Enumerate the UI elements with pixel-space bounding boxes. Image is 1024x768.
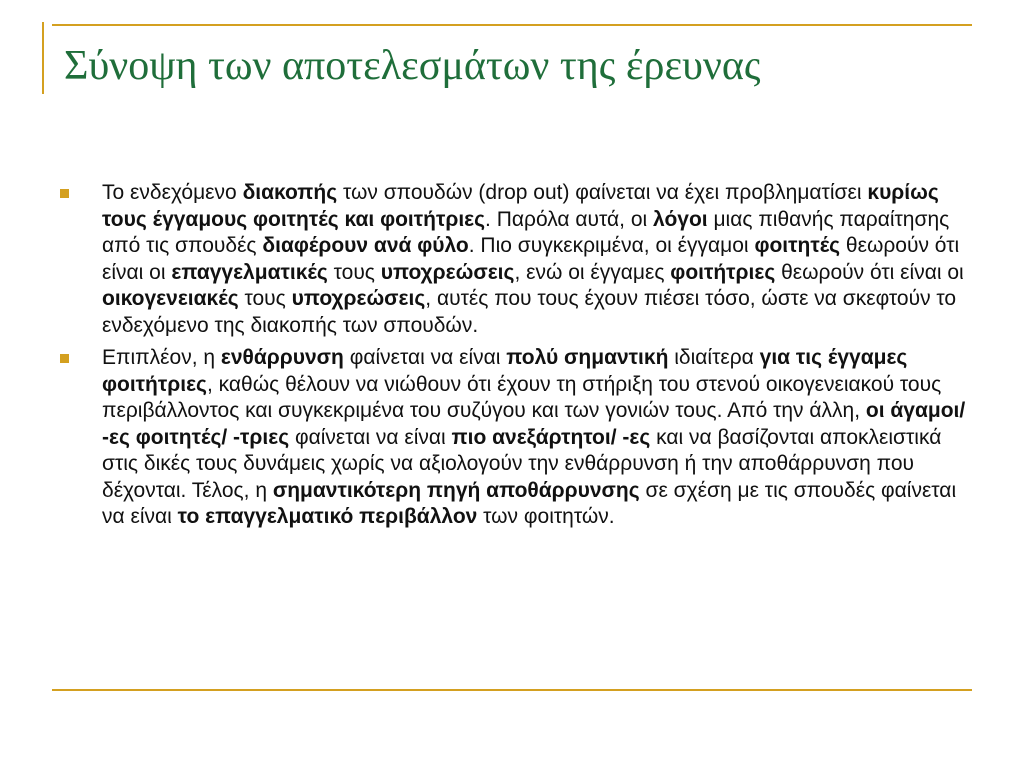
body-text: . Παρόλα αυτά, οι (485, 207, 654, 231)
emphasis-text: οικογενειακές (102, 287, 239, 310)
body-text: θεωρούν ότι είναι οι (775, 260, 964, 284)
body-text: ιδιαίτερα (668, 346, 760, 369)
square-bullet-icon (60, 354, 69, 363)
emphasis-text: πιο ανεξάρτητοι/ -ες (451, 425, 651, 449)
emphasis-text: διαφέρουν ανά φύλο (262, 234, 469, 257)
body-text: των σπουδών (drop out) φαίνεται να έχει προβληματίσει (337, 181, 868, 204)
emphasis-text: φοιτήτριες (670, 260, 776, 284)
body-text: μιας πιθανής παραίτησης από τις σπουδές (102, 207, 950, 257)
body-text: φαίνεται να είναι (289, 425, 452, 449)
emphasis-text: φοιτητές (754, 234, 841, 257)
emphasis-text: ενθάρρυνση (220, 346, 344, 369)
emphasis-text: επαγγελματικές (171, 260, 328, 284)
square-bullet-icon (60, 189, 69, 198)
body-text: Επιπλέον, η (102, 346, 221, 369)
bullet-item-2 (60, 345, 970, 531)
emphasis-text: υποχρεώσεις (380, 260, 515, 284)
emphasis-text: υποχρεώσεις (291, 287, 426, 310)
bottom-divider (52, 689, 972, 691)
emphasis-text: λόγοι (653, 207, 708, 231)
top-divider (52, 24, 972, 26)
body-text: τους (238, 287, 292, 310)
emphasis-text: για τις έγγαμες φοιτήτριες (102, 346, 908, 396)
bullet-item-1 (60, 180, 970, 339)
body-text: , αυτές που τους έχουν πιέσει τόσο, ώστε να σκεφτούν το ενδεχόμενο της διακοπής των σπουδών. (102, 287, 957, 337)
body-text: , καθώς θέλουν να νιώθουν ότι έχουν τη στήριξη του στενού οικογενειακού τους περιβάλλοντος και συγκεκριμένα του συζύγου και των γονιών τους. Από την άλλη, (102, 372, 942, 422)
body-text: και να βασίζονται αποκλειστικά στις δικές τους δυνάμεις χωρίς να αξιολογούν την ενθάρρυνση ή την αποθάρρυνση που δέχονται. Τέλος, η (102, 425, 942, 502)
bullet-list (60, 180, 970, 537)
emphasis-text: πολύ σημαντική (506, 346, 669, 369)
emphasis-text: σημαντικότερη πηγή αποθάρρυνσης (272, 478, 640, 502)
emphasis-text: οι άγαμοι/ -ες φοιτητές/ -τριες (102, 399, 966, 449)
emphasis-text: διακοπής (242, 181, 338, 204)
body-text: φαίνεται να είναι (343, 346, 507, 369)
bullet-text-1 (102, 181, 964, 337)
body-text: θεωρούν ότι είναι οι (102, 234, 960, 284)
body-text: Το ενδεχόμενο (102, 181, 243, 204)
emphasis-text: κυρίως τους έγγαμους φοιτητές και φοιτήτριες (102, 181, 939, 231)
slide-title: Σύνοψη των αποτελεσμάτων της έρευνας (64, 43, 761, 89)
body-text: . Πιο συγκεκριμένα, οι έγγαμοι (468, 234, 755, 257)
body-text: , ενώ οι έγγαμες (514, 260, 671, 284)
bullet-text-2 (102, 346, 965, 528)
body-text: σε σχέση με τις σπουδές φαίνεται να είναι (102, 478, 957, 528)
body-text: τους (327, 260, 381, 284)
body-text: των φοιτητών. (477, 505, 615, 528)
emphasis-text: το επαγγελματικό περιβάλλον (177, 505, 478, 528)
title-accent-bar (42, 22, 44, 94)
